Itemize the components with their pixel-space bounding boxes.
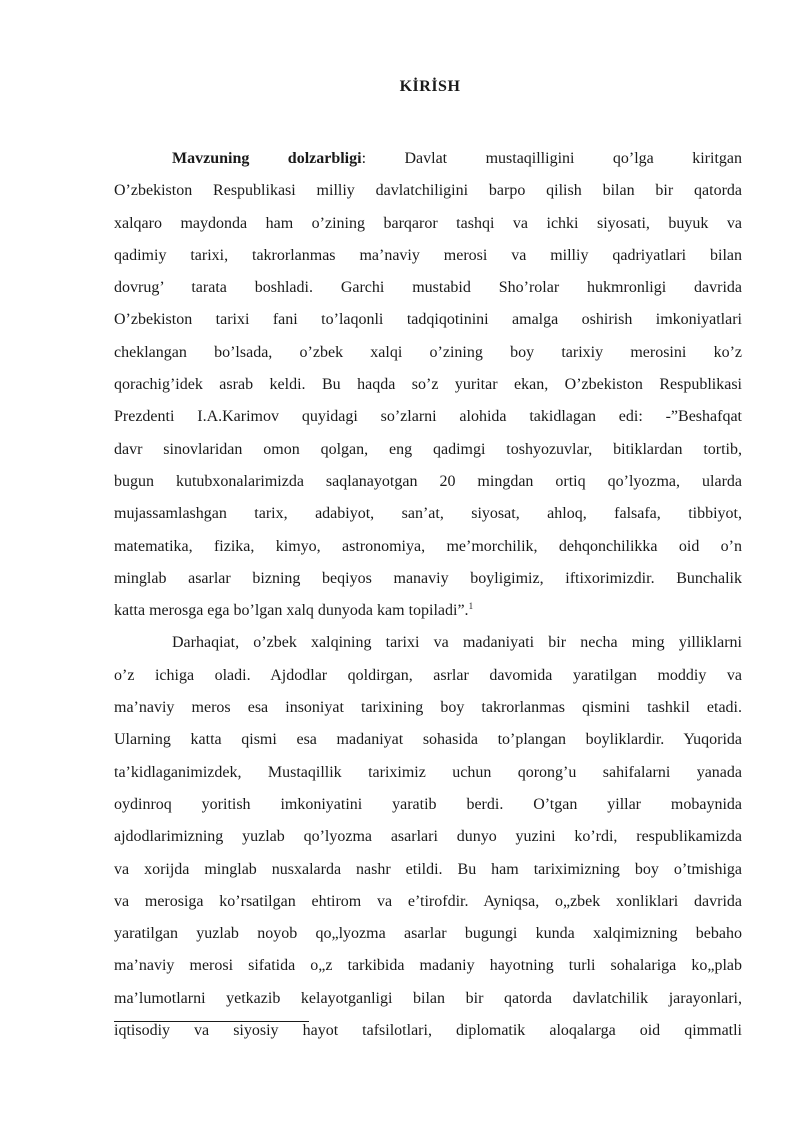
text-line: matematika, fizika, kimyo, astronomiya, me’morchilik, dehqonchilikka oid o’n: [114, 537, 742, 555]
text-line: qadimiy tarixi, takrorlanmas ma’naviy merosi va milliy qadriyatlari bilan: [114, 246, 742, 264]
line-text: Davlat mustaqilligini qo’lga kiritgan: [366, 150, 742, 167]
text-line: cheklangan bo’lsada, o’zbek xalqi o’zining boy tarixiy merosini ko’z: [114, 343, 742, 361]
text-line: O’zbekiston tarixi fani to’laqonli tadqiqotinini amalga oshirish imkoniyatlari: [114, 311, 742, 329]
text-line: o’z ichiga oladi. Ajdodlar qoldirgan, asrlar davomida yaratilgan moddiy va: [114, 666, 742, 684]
text-line: ta’kidlaganimizdek, Mustaqillik tariximiz uchun qorong’u sahifalarni yanada: [114, 763, 742, 781]
lead-term: Mavzuning dolzarbligi: [172, 150, 362, 167]
lead-colon: :: [361, 150, 367, 167]
text-line: ma’lumotlarni yetkazib kelayotganligi bilan bir qatorda davlatchilik jarayonlari,: [114, 989, 742, 1007]
text-line: davr sinovlaridan omon qolgan, eng qadimgi toshyozuvlar, bitiklardan tortib,: [114, 440, 742, 458]
text-line: bugun kutubxonalarimizda saqlanayotgan 20 mingdan ortiq qo’lyozma, ularda: [114, 472, 742, 490]
paragraph-1: [114, 143, 742, 627]
text-line: ma’naviy meros esa insoniyat tarixining boy takrorlanmas qismini tashkil etadi.: [114, 699, 742, 717]
line-text: katta merosga ega bo’lgan xalq dunyoda kam topiladi”.: [114, 602, 469, 620]
body-text: [114, 143, 742, 1047]
text-line: iqtisodiy va siyosiy hayot tafsilotlari, diplomatik aloqalarga oid qimmatli: [114, 1022, 742, 1040]
footnote-ref[interactable]: 1: [468, 601, 474, 612]
footnote-separator: [114, 1021, 309, 1022]
paragraph-2-line-1: Darhaqiat, o’zbek xalqining tarixi va madaniyati bir necha ming yilliklarni: [172, 634, 742, 652]
paragraph-1-line-1: [114, 143, 742, 175]
text-line: O’zbekiston Respublikasi milliy davlatchiligini barpo qilish bilan bir qatorda: [114, 182, 742, 200]
text-line: minglab asarlar bizning beqiyos manaviy boyligimiz, iftixorimizdir. Bunchalik: [114, 569, 742, 587]
page-title: KİRİSH: [399, 78, 461, 95]
text-line: oydinroq yoritish imkoniyatini yaratib berdi. O’tgan yillar mobaynida: [114, 795, 742, 813]
text-line: ma’naviy merosi sifatida o„z tarkibida madaniy hayotning turli sohalariga ko„plab: [114, 957, 742, 975]
text-line: dovrug’ tarata boshladi. Garchi mustabid Sho’rolar hukmronligi davrida: [114, 279, 742, 297]
text-line: Prezdenti I.A.Karimov quyidagi so’zlarni alohida takidlagan edi: -”Beshafqat: [114, 408, 742, 426]
text-line: Ularning katta qismi esa madaniyat sohasida to’plangan boyliklardir. Yuqorida: [114, 731, 742, 749]
text-line: va merosiga ko’rsatilgan ehtirom va e’tirofdir. Ayniqsa, o„zbek xonliklari davrida: [114, 892, 742, 910]
paragraph-2: [114, 627, 742, 1047]
text-line: xalqaro maydonda ham o’zining barqaror tashqi va ichki siyosati, buyuk va: [114, 214, 742, 232]
text-line: mujassamlashgan tarix, adabiyot, san’at, siyosat, ahloq, falsafa, tibbiyot,: [114, 505, 742, 523]
text-line: va xorijda minglab nusxalarda nashr etildi. Bu ham tariximizning boy o’tmishiga: [114, 860, 742, 878]
paragraph-1-last-line: [114, 595, 742, 627]
text-line: qorachig’idek asrab keldi. Bu haqda so’z yuritar ekan, O’zbekiston Respublikasi: [114, 376, 742, 394]
text-line: yaratilgan yuzlab noyob qo„lyozma asarlar bugungi kunda xalqimizning bebaho: [114, 925, 742, 943]
text-line: ajdodlarimizning yuzlab qo’lyozma asarlari dunyo yuzini ko’rdi, respublikamizda: [114, 828, 742, 846]
